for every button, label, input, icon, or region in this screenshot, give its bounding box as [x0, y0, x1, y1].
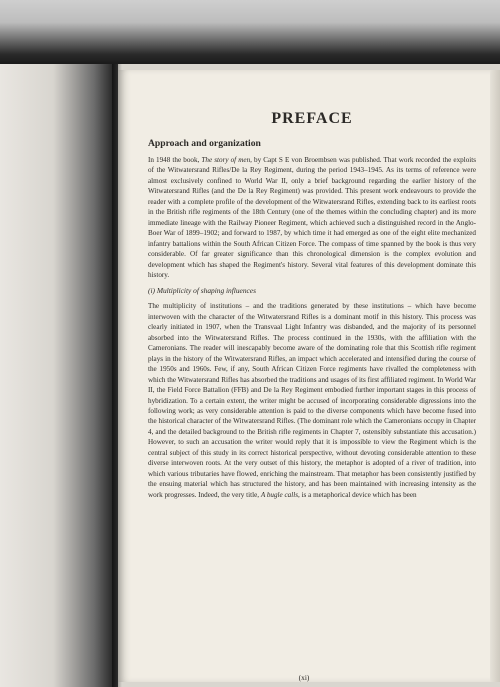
page-right-edge — [490, 70, 500, 682]
paragraph-1-text-b: by Capt S E von Broembsen was published. That work recorded the exploits of the Witwatersrand Rifles/De la Rey Regiment, during the period 1943–1945. As its terms of reference were almost exclusively confined to World War II, only a brief background regarding the earlier history of the Witwatersrand Rifles (and the De la Rey Regiment) was provided. This present work endeavours to provide the reader with a complete profile of the development of the Witwatersrand Rifles, extending back to its earliest roots in the British rifle regiments of the 18th Century (one of the themes within the concluding chapter) and its more immediate lineage with the Railway Pioneer Regiment, which achieved such a distinguished record in the Anglo-Boer War of 1899–1902; and forward to 1987, by which time it had emerged as one of the eight elite mechanized infantry battalions within the South African Citizen Force. The compass of time spanned by the book is thus very considerable. Of far greater significance than this chronological dimension is the complex evolution and development which has shaped the Regiment's history. Several vital features of this development dominate this history. — [148, 156, 477, 279]
page-content — [148, 110, 476, 506]
paragraph-2-text-a: The multiplicity of institutions – and the traditions generated by these institutions – which have become interwoven with the character of the Witwatersrand Rifles is a dominant motif in this history. This process was clearly initiated in 1907, when the Transvaal Light Infantry was disbanded, and the majority of its personnel absorbed into the Witwatersrand Rifles. The process continued in the 1930s, with the affiliation with the Cameronians. The reader will inescapably become aware of the dominating role that this Scottish rifle regiment plays in the history of the Witwatersrand Rifles, an impact which accelerated and intensified during the course of the 1950s and 1960s. Few, if any, South African Citizen Force regiments have rivalled the completeness with which the Witwatersrand Rifles has absorbed the traditions and usages of its first affiliated regiment. In World War II, the Field Force Battalion (FFB) and De la Rey Regiment embodied further important stages in this process of hybridization. To a certain extent, the writer might be accused of incorporating considerable digressions into the following work; as very considerable attention is paid to the diverse components which have become fused into the historical character of the Witwatersrand Rifles. (The dominant role which the Cameronians occupy in Chapter 4, and the detailed background to the British rifle regiments in Chapter 7, ostensibly substantiate this accusation.) However, to such an accusation the writer would reply that it is impossible to view the Regiment which is the central subject of this study in its correct historical perspective, without devoting considerable attention to these diverse interwoven roots. At the very outset of this history, the metaphor is adopted of a river of tradition, into which various tributaries have flowed, enriching the mainstream. That metaphor has been consistently justified by the ensuing material which has structured the history, and has been maintained with increasing intensity as the work progresses. Indeed, the very title, — [148, 302, 476, 499]
paragraph-2 — [148, 301, 476, 500]
title-italic: A bugle calls, — [260, 490, 300, 499]
page-title: PREFACE — [271, 110, 353, 127]
paragraph-1-text-a: In 1948 the book, — [148, 156, 202, 164]
paragraph-1 — [148, 155, 476, 280]
subsection-heading: (i) Multiplicity of shaping influences — [148, 286, 256, 296]
facing-page-edge — [0, 64, 118, 687]
scan-top-shadow — [0, 0, 500, 64]
section-heading: Approach and organization — [148, 138, 261, 149]
page-number: (xi) — [298, 673, 310, 682]
book-title-italic: The story of men, — [201, 156, 252, 164]
paragraph-2-text-b: is a metaphorical device which has been — [299, 490, 417, 499]
book-page — [118, 70, 490, 682]
